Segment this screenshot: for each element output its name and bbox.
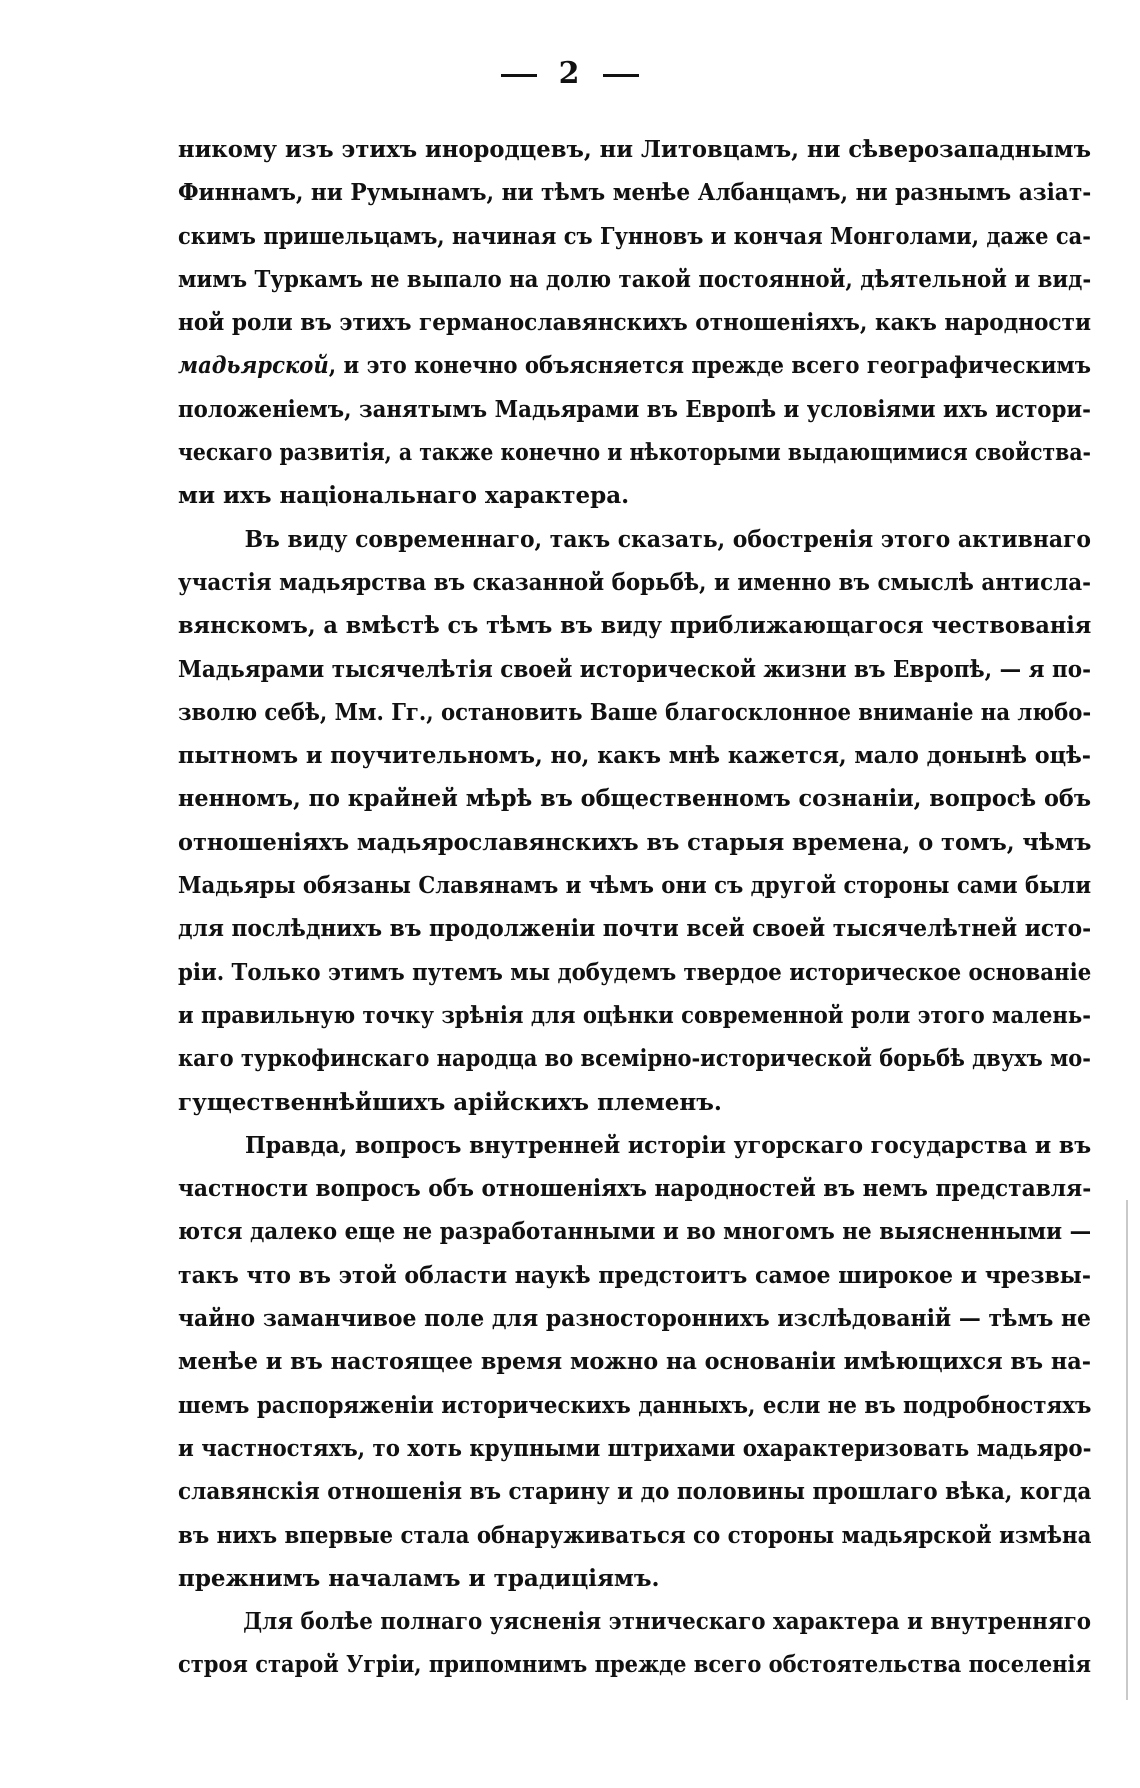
text-line: гущественнѣйшихъ арійскихъ племенъ. (178, 1088, 722, 1116)
paragraph-4 (178, 1600, 1091, 1687)
text-line: ются далеко еще не разработанными и во многомъ не выясненными — (178, 1218, 1091, 1246)
text-line: Мадьяры обязаны Славянамъ и чѣмъ они съ другой стороны сами были (178, 872, 1091, 900)
text-line: Правда, вопросъ внутренней исторіи угорскаго государства и въ (244, 1131, 1091, 1159)
page-number (0, 56, 1140, 91)
text-line: такъ что въ этой области наукѣ предстоитъ самое широкое и чрезвы- (178, 1261, 1091, 1289)
text-line: Для болѣе полнаго уясненія этническаго характера и внутренняго (243, 1608, 1091, 1636)
text-line: отношеніяхъ мадьярославянскихъ въ старыя времена, о томъ, чѣмъ (178, 828, 1091, 856)
text-line: Въ виду современнаго, такъ сказать, обостренія этого активнаго (244, 525, 1091, 553)
text-line: славянскія отношенія въ старину и до половины прошлаго вѣка, когда (178, 1478, 1091, 1506)
text-line: чайно заманчивое поле для разностороннихъ изслѣдованій — тѣмъ не (178, 1305, 1091, 1333)
text-line: и правильную точку зрѣнія для оцѣнки современной роли этого малень- (178, 1001, 1091, 1029)
text-line: шемъ распоряженіи историческихъ данныхъ, если не въ подробностяхъ (178, 1391, 1091, 1419)
page-number-value: 2 (558, 56, 582, 91)
text-line: Финнамъ, ни Румынамъ, ни тѣмъ менѣе Албанцамъ, ни разнымъ азіат- (178, 179, 1091, 207)
paragraph-2 (178, 518, 1091, 1124)
text-line: мимъ Туркамъ не выпало на долю такой постоянной, дѣятельной и вид- (178, 265, 1091, 293)
dash-right (603, 74, 639, 77)
text-line: Мадьярами тысячелѣтія своей исторической жизни въ Европѣ, — я по- (178, 655, 1091, 683)
emphasized-word: мадьярской (178, 352, 329, 380)
scan-edge-line (1126, 1200, 1128, 1700)
text-line: для послѣднихъ въ продолженіи почти всей своей тысячелѣтней исто- (178, 915, 1091, 943)
text-line: вянскомъ, а вмѣстѣ съ тѣмъ въ виду приближающагося чествованія (178, 612, 1091, 640)
text-line: каго туркофинскаго народца во всемірно-исторической борьбѣ двухъ мо- (178, 1045, 1091, 1073)
text-line: никому изъ этихъ инородцевъ, ни Литовцамъ, ни сѣверозападнымъ (178, 136, 1091, 163)
text-line: ческаго развитія, а также конечно и нѣкоторыми выдающимися свойства- (178, 439, 1091, 467)
text-line-italic-start: мадьярской, и это конечно объясняется прежде всего географическимъ (178, 352, 1091, 380)
text-line: менѣе и въ настоящее время можно на основаніи имѣющихся въ на- (178, 1348, 1091, 1376)
text-line: строя старой Угріи, припомнимъ прежде всего обстоятельства поселенія (178, 1651, 1091, 1679)
text-line: скимъ пришельцамъ, начиная съ Гунновъ и кончая Монголами, даже са- (178, 222, 1091, 250)
text-line: и частностяхъ, то хоть крупными штрихами охарактеризовать мадьяро- (178, 1434, 1091, 1462)
text-line: ной роли въ этихъ германославянскихъ отношеніяхъ, какъ народности (178, 309, 1091, 337)
paragraph-3 (178, 1124, 1091, 1600)
text-line: положеніемъ, занятымъ Мадьярами въ Европѣ и условіями ихъ истори- (178, 395, 1091, 423)
text-line: зволю себѣ, Мм. Гг., остановить Ваше благосклонное вниманіе на любо- (178, 698, 1091, 726)
body-text (178, 128, 1091, 1687)
text-line: ми ихъ національнаго характера. (178, 482, 630, 510)
text-line: частности вопросъ объ отношеніяхъ народностей въ немъ представля- (178, 1175, 1091, 1203)
dash-left (501, 74, 537, 77)
text-line: ненномъ, по крайней мѣрѣ въ общественномъ сознаніи, вопросѣ объ (178, 785, 1091, 813)
text-line: пытномъ и поучительномъ, но, какъ мнѣ кажется, мало донынѣ оцѣ- (178, 742, 1091, 770)
text-line: прежнимъ началамъ и традиціямъ. (178, 1564, 660, 1592)
paragraph-1 (178, 128, 1091, 518)
text-line: въ нихъ впервые стала обнаруживаться со стороны мадьярской измѣна (178, 1521, 1091, 1549)
text-line: участія мадьярства въ сказанной борьбѣ, и именно въ смыслѣ антисла- (178, 568, 1091, 596)
text-line: ріи. Только этимъ путемъ мы добудемъ твердое историческое основаніе (178, 958, 1091, 986)
